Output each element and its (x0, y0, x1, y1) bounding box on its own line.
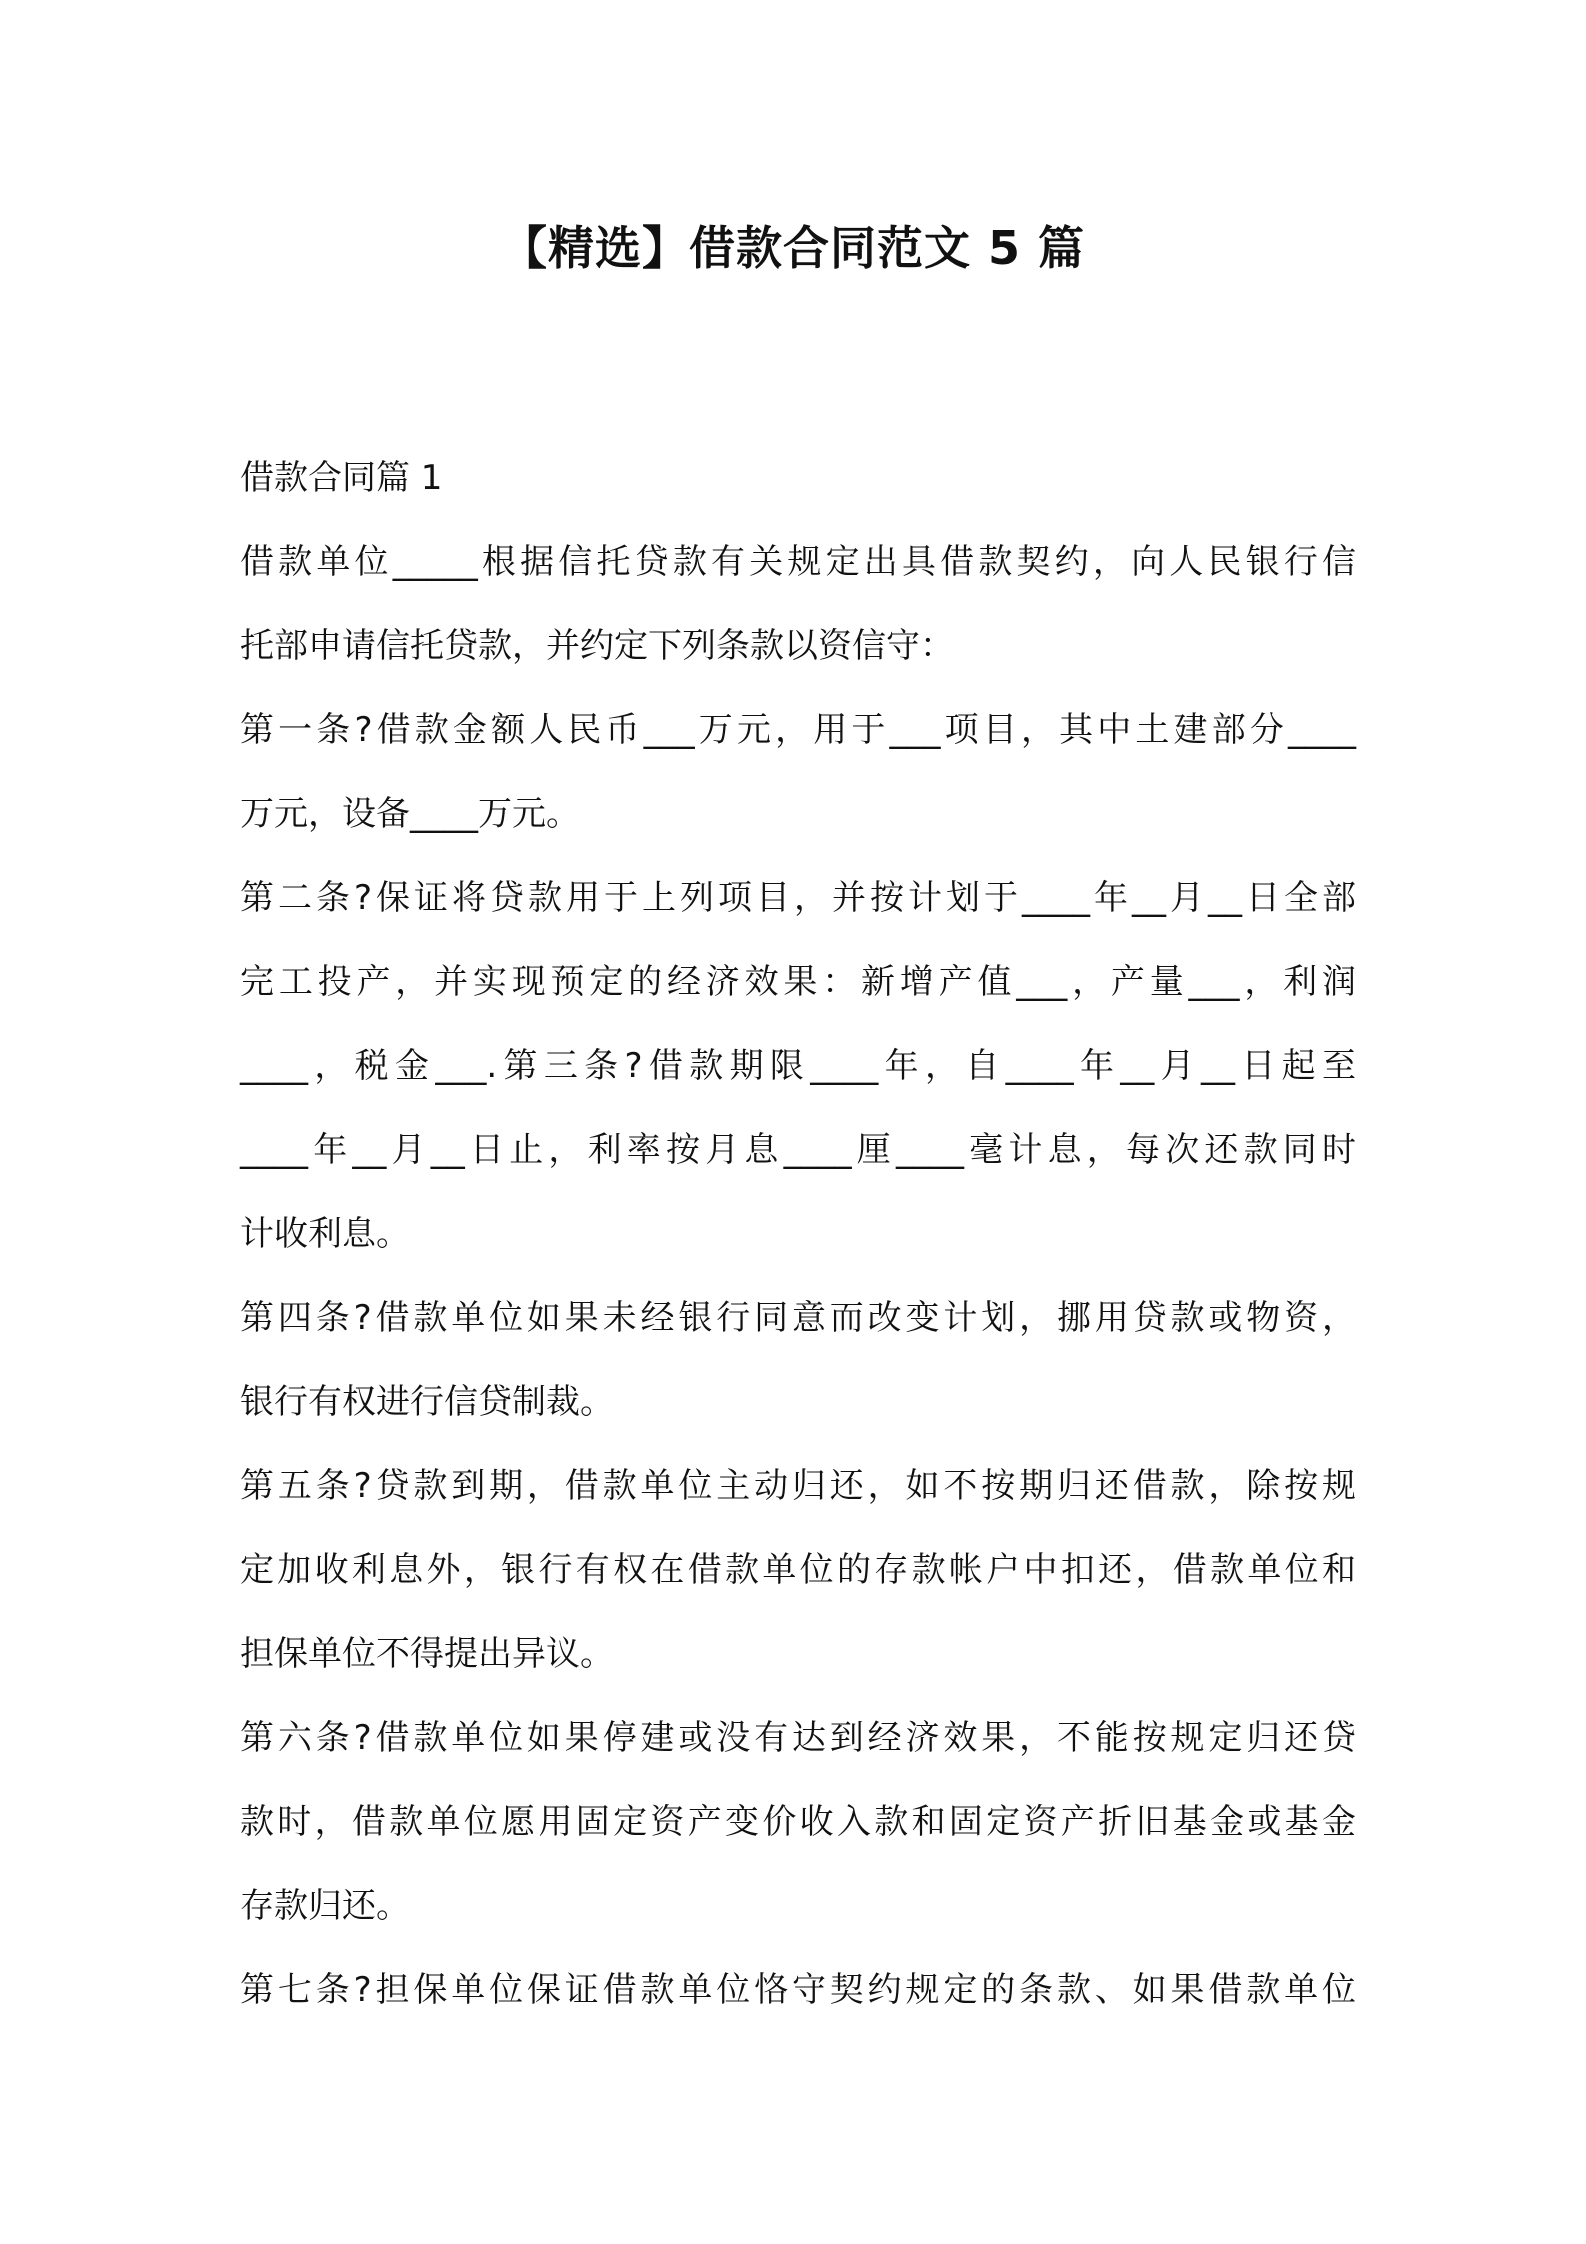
body-line-18: 第七条?担保单位保证借款单位恪守契约规定的条款、如果借款单位 (240, 1970, 1356, 2010)
body-line-12: 第五条?贷款到期，借款单位主动归还，如不按期归还借款，除按规 (240, 1466, 1356, 1506)
body-line-13: 定加收利息外，银行有权在借款单位的存款帐户中扣还，借款单位和 (240, 1550, 1356, 1590)
body-line-17: 存款归还。 (240, 1886, 410, 1926)
body-line-11: 银行有权进行信贷制裁。 (240, 1382, 614, 1422)
body-line-6: 完工投产，并实现预定的经济效果：新增产值___，产量___，利润 (240, 962, 1356, 1002)
document-title: 【精选】借款合同范文 5 篇 (500, 221, 1086, 275)
body-line-5: 第二条?保证将贷款用于上列项目，并按计划于____年__月__日全部 (240, 878, 1356, 918)
body-line-15: 第六条?借款单位如果停建或没有达到经济效果，不能按规定归还贷 (240, 1718, 1356, 1758)
body-line-14: 担保单位不得提出异议。 (240, 1634, 614, 1674)
body-line-7: ____，税金___.第三条?借款期限____年，自____年__月__日起至 (240, 1046, 1356, 1086)
body-line-3: 第一条?借款金额人民币___万元，用于___项目，其中土建部分____ (240, 710, 1356, 750)
body-line-2: 托部申请信托贷款，并约定下列条款以资信守： (240, 626, 954, 666)
body-line-16: 款时，借款单位愿用固定资产变价收入款和固定资产折旧基金或基金 (240, 1802, 1356, 1842)
body-line-4: 万元，设备____万元。 (240, 794, 580, 834)
body-line-10: 第四条?借款单位如果未经银行同意而改变计划，挪用贷款或物资， (240, 1298, 1356, 1338)
body-line-9: 计收利息。 (240, 1214, 410, 1254)
body-line-1: 借款单位_____根据信托贷款有关规定出具借款契约，向人民银行信 (240, 542, 1356, 582)
body-line-8: ____年__月__日止，利率按月息____厘____毫计息，每次还款同时 (240, 1130, 1356, 1170)
section-heading: 借款合同篇 1 (240, 458, 443, 498)
